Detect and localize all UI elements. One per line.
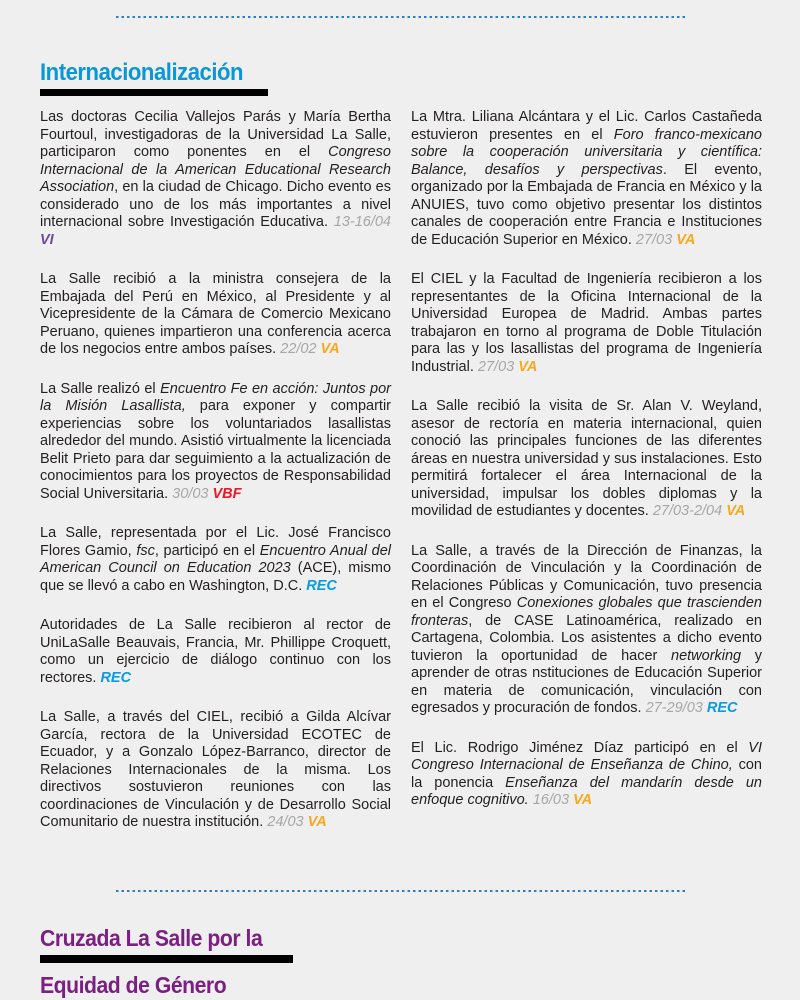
item-source-tag: VA	[320, 341, 340, 357]
item-source-tag: VA	[726, 503, 746, 519]
news-text: La Salle, a través del CIEL, recibió a Gilda Alcívar García, rectora de la Universidad ECOTEC de Ecuador, y a Gonzalo López-Barranco, director de Relaciones Internacionales de la misma. Los directivos sostuvieron reuniones con las coordinaciones de Vinculación y de Desarrollo Social Comunitario de nuestra institución.	[40, 709, 391, 830]
news-text: La Salle realizó el	[40, 380, 161, 397]
item-date: 13-16/04	[333, 214, 391, 230]
news-text: El CIEL y la Facultad de Ingeniería recibieron a los representantes de la Oficina Internacional de la Universidad Europea de Madrid. Ambas partes trabajaron en torno al programa de Doble Titulación para las y los lasallistas del programa de Ingeniería Industrial.	[411, 271, 762, 375]
news-text-italic: Foro franco-mexicano sobre la cooperación universitaria y científica: Balance, desafíos y perspectivas	[411, 126, 762, 178]
news-text: , de CASE Latinoamérica, realizado en Cartagena, Colombia. Los asistentes a dicho evento tuvieron la oportunidad de hacer	[411, 612, 762, 664]
news-text: La Salle recibió a la ministra consejera de la Embajada del Perú en México, al Presidente y al Vicepresidente de la Cámara de Comercio Mexicano Peruano, quienes impartieron una conferencia acerca de los negocios entre ambos países.	[40, 271, 391, 357]
bottom-dashed-divider	[116, 890, 686, 892]
item-source-tag: REC	[706, 700, 738, 716]
two-column-layout	[40, 109, 762, 832]
section-internacionalizacion	[40, 60, 762, 832]
item-source-tag: REC	[100, 669, 132, 686]
news-item	[411, 740, 762, 810]
item-date: 27-29/03	[645, 700, 707, 716]
news-text: con la ponencia	[411, 757, 762, 791]
item-source-tag: VA	[573, 792, 593, 808]
item-source-tag: VA	[676, 231, 696, 248]
news-text-italic: Encuentro Fe en acción: Juntos por la Misión Lasallista,	[40, 380, 391, 414]
title-underline-bar	[40, 955, 293, 963]
item-date: 27/03-2/04	[652, 503, 727, 519]
news-text-italic: fsc	[136, 542, 155, 559]
title-underline-bar	[40, 89, 268, 96]
news-item	[40, 617, 391, 687]
news-item	[411, 109, 762, 249]
section-title-cruzada-line1: Cruzada La Salle por la	[40, 925, 263, 951]
news-text: Autoridades de La Salle recibieron al rector de UniLaSalle Beauvais, Francia, Mr. Phillippe Croquett, como un ejercicio de diálogo continuo con los rectores.	[40, 617, 391, 686]
news-item	[40, 271, 391, 359]
section-cruzada-equidad	[40, 926, 293, 998]
section-title-cruzada-line2: Equidad de Género	[40, 972, 227, 998]
news-text: para exponer y compartir experiencias sobre los voluntariados lasallistas alrededor del mundo. Asistió virtualmente la licenciada Belit Prieto para dar seguimiento a la actualización de conocimientos para los proyectos de Responsabilidad Social Universitaria.	[40, 398, 391, 502]
news-text: La Salle recibió la visita de Sr. Alan V. Weyland, asesor de rectoría en materia internacional, quien conoció las principales funciones de las diferentes áreas en nuestra universidad y sus instalaciones. Esto permitirá fortalecer el área Internacional de la universidad, impulsar los dobles diplomas y la movilidad de estudiantes y docentes.	[411, 398, 762, 519]
news-text-italic: VI Congreso Internacional de Enseñanza de Chino,	[411, 739, 762, 773]
column-right	[411, 109, 762, 832]
item-date: 30/03	[172, 485, 213, 502]
news-text: La Salle, a través de la Dirección de Finanzas, la Coordinación de Vinculación y la Coordinación de Relaciones Públicas y Comunicación, tuvo presencia en el Congreso	[411, 542, 762, 611]
item-source-tag: VA	[518, 358, 538, 375]
news-text: (ACE), mismo que se llevó a cabo en Washington, D.C.	[40, 560, 392, 594]
section-title-internacionalizacion: Internacionalización	[40, 59, 244, 86]
top-dashed-divider	[116, 16, 686, 18]
news-item	[411, 271, 762, 376]
news-item	[411, 543, 762, 718]
item-date: 16/03	[532, 792, 574, 808]
item-source-tag: REC	[306, 577, 337, 594]
news-text: y aprender de otras nstituciones de Educación Superior en materia de comunicación, vinculación con egresados y procuración de fondos.	[411, 647, 762, 716]
news-text-italic: Congreso Internacional de la American Educational Research Association	[40, 144, 391, 195]
item-date: 22/02	[280, 341, 321, 357]
news-text: , participó en el	[154, 542, 260, 559]
news-item	[40, 525, 391, 595]
news-text: El Lic. Rodrigo Jiménez Díaz participó en el	[411, 739, 749, 756]
news-item	[40, 709, 391, 832]
news-item	[40, 381, 391, 504]
news-text: , en la ciudad de Chicago. Dicho evento es considerado uno de los más importantes a nivel internacional sobre Investigación Educativa.	[40, 179, 391, 230]
news-text-italic: networking	[671, 647, 742, 664]
news-text: La Salle, representada por el Lic. José Francisco Flores Gamio,	[40, 525, 391, 559]
item-source-tag: VBF	[212, 485, 242, 502]
news-text: Las doctoras Cecilia Vallejos Parás y María Bertha Fourtoul, investigadoras de la Universidad La Salle, participaron como ponentes en el	[40, 109, 391, 160]
news-text-italic: Enseñanza del mandarín desde un enfoque cognitivo.	[411, 774, 763, 808]
item-date: 27/03	[477, 358, 519, 375]
item-date: 27/03	[635, 231, 677, 248]
news-item	[411, 398, 762, 521]
news-item	[40, 109, 391, 249]
item-source-tag: VI	[40, 231, 54, 248]
item-date: 24/03	[267, 814, 308, 830]
item-source-tag: VA	[307, 814, 327, 830]
news-text: La Mtra. Liliana Alcántara y el Lic. Carlos Castañeda estuvieron presentes en el	[411, 109, 762, 143]
news-text-italic: Encuentro Anual del American Council on Education 2023	[40, 542, 391, 576]
news-text-italic: Conexiones globales que trascienden fronteras	[411, 595, 762, 629]
column-left	[40, 109, 391, 832]
news-text: . El evento, organizado por la Embajada de Francia en México y la ANUIES, tuvo como objetivo presentar los distintos canales de cooperación entre Francia e Instituciones de Educación Superior en México.	[411, 161, 762, 248]
